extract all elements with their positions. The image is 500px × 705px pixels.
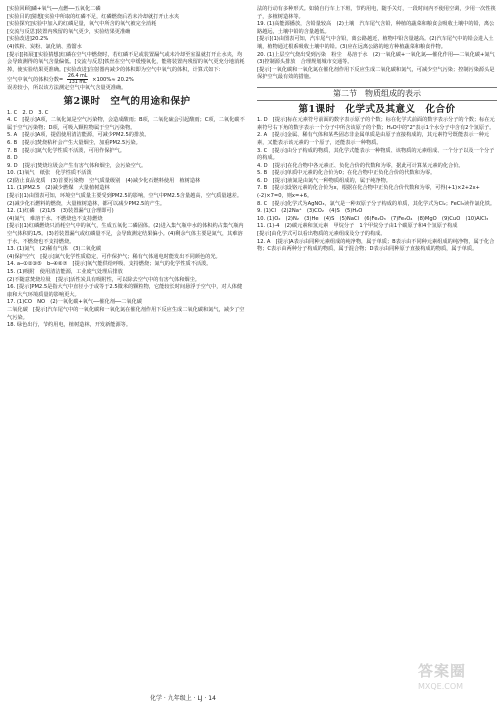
paragraph: 法的行动有多种形式。如骑自行车上下班，节约用电，随手关灯，一段时间内不使用空调，少用一次性筷子，多植树造林等。 <box>257 6 496 20</box>
paragraph: 误差较小，所以该方法测定空气中氧气含量更准确。 <box>7 85 127 92</box>
answer-line: 4. D [提示]在化合物中各元素正、负化合价的代数和为零，据此可计算某元素的化合价。 <box>257 162 464 169</box>
paragraph: (4)铁粉、炭粉、氯化钠、蒸馏水 <box>7 43 82 50</box>
answer-line: 9. D [提示]焚烧垃圾会产生有害气体和烟尘，会污染空气。 <box>7 162 147 169</box>
paragraph: [实验改进]20.2% <box>7 36 49 43</box>
answer-line: 13. (1)氮气 (2)稀有气体 (3)二氧化碳 <box>7 246 102 253</box>
answer-line: 5. B [提示]单质中元素的化合价为0；在化合物中正负化合价的代数和为零。 <box>257 170 436 177</box>
paragraph: [交流与反思]装置内残留的氧气更少，实验结果更准确 <box>7 28 131 35</box>
answer-line: 3. C [提示]由分子构成的物质，其化学式能表示一种物质、该物质的元素组成、一个分子以及一个分子的构成。 <box>257 147 495 162</box>
watermark-text: 答案圈 <box>418 662 467 680</box>
formula-result: 20.2% <box>117 77 134 84</box>
answer-line: 7. B [提示]氮气化学性质不活泼，可用作保护气。 <box>7 147 125 154</box>
answer-line: 5. A [提示]A项，提倡使用清洁能源，可减少PM2.5的排放。 <box>7 132 150 139</box>
answer-line: 1. D [提示]标在元素符号前面的数字表示原子的个数；标在化学式前面的数字表示分子的个数；标在元素符号右下角的数字表示一个分子中所含该原子的个数；H₂O中的"2"表示1个水分子中含有2个氢原子。 <box>257 117 495 131</box>
answer-line: 4. C [提示]A项，二氧化氮是空气污染物，会造成酸雨；B项，二氧化硫会引起酸雨；C项，二氧化碳不属于空气污染物；D项，可吸入颗粒物属于空气污染物。 <box>7 117 245 131</box>
answer-line: 6. B [提示]焚烧秸秆会产生大量烟尘，加重PM2.5污染。 <box>7 139 141 146</box>
right-column <box>257 6 500 254</box>
left-top-block <box>7 6 247 93</box>
answer-line: 15. (1)吸附 使用清洁能源，工业废气处理后排放 <box>7 269 123 275</box>
answer-line: 2. A [提示]金属、稀有气体和某些固态非金属单质是由原子直接构成的，其元素符号既能表示一种元素，又能表示该元素的一个原子，还能表示一种物质。 <box>257 132 490 146</box>
answer-line: 10. (1)氧气 纸张 化学性质不活泼 <box>7 170 92 177</box>
formula-line <box>7 74 247 85</box>
formula-denominator: 131 mL <box>68 80 87 86</box>
answer-line: 10. (1)O₂ (2)N₂ (3)He (4)S (5)NaCl (6)Fe₂O₃ (7)Fe₃O₄ (8)MgO (9)CuO (10)AlCl₃ <box>257 215 489 222</box>
answer-line: 12. A [提示]A表示由同种元素组成的纯净物，属于单质；B表示由不同种元素组成的纯净物，属于化合物；C表示由两种分子构成的物质，属于混合物；D表示由同种原子直接构成的物质，属于单质。 <box>257 238 495 253</box>
answers-list <box>7 110 247 330</box>
paragraph: [实验回顾]磷+氧气──点燃──五氧化二磷 <box>7 6 101 12</box>
answer-line: 9. (1)Cl (2)2Na⁺ (3)CO₂ (4)S (5)H₂O <box>257 208 363 215</box>
answer-line: 17. (1)CO NO (2)一氧化碳+氧气──催化剂──二氧化碳 <box>7 299 142 306</box>
section-title: 第1课时 化学式及其意义 化合价 <box>298 103 456 115</box>
formula-prefix: 空气中氧气的体积分数= <box>7 77 64 84</box>
left-column <box>7 6 247 330</box>
paragraph: 19. (1)高能源播放，含铅量较高 (2)土壤 汽车尾气含铅，种植的蔬菜和粮食会吸收土壤中的铅，离公路越远，土壤中铅的含量越低。 <box>257 21 495 35</box>
answer-line: 6. D [提示]液氮是由氮气一种物质组成的，属于纯净物。 <box>257 177 391 184</box>
paragraph: [实验目的]猜想[实验中所取的红磷不足，红磷燃烧后若未冷却就打开止水夹 <box>7 13 180 20</box>
watermark-logo <box>418 660 494 700</box>
answer-line: (2)不随意焚烧垃圾 [提示]活性炭具有吸附性，可以除去空气中的有害气体和烟尘。 <box>7 276 200 283</box>
answer-line: 7. B [提示]设铬元素的化合价为x，根据在化合物中正负化合价代数和为零，可得(+1)×2+2x+(-2)×7=0，则x=+6。 <box>257 185 480 200</box>
answer-line: 11. (1)PM2.5 (2)减少燃煤 大量植树造林 <box>7 185 110 192</box>
paragraph: 20. (1)上层空气烧出受到污染 粉尘 易溶于水 (2)一氧化碳+一氧化氮──催化作用──二氧化碳+氮气 (3)控制源头排放 合理规划城市交通等。 <box>257 51 500 66</box>
answer-line: 1. C 2. D 3. C <box>7 109 49 116</box>
answer-line: [提示]由化学式可以看出物质的元素组成及分子的构成。 <box>257 231 386 238</box>
answers-list <box>257 117 497 254</box>
paragraph: [提示]一氧化碳和一氧化氮在催化剂作用下反应生成二氧化碳和氮气，可减少空气污染；控制污染源头是保护空气最有效的措施。 <box>257 66 495 81</box>
answer-line: 8. D <box>7 155 18 162</box>
answer-line: (4)氮气 难溶于水、不燃烧也不支持燃烧 <box>7 215 103 222</box>
answer-line: (4)保护空气 [提示]氮气化学性质稳定，可作保护气；稀有气体通电时能发出不同颜色的光。 <box>7 253 221 260</box>
answer-line: (2)防止食品变质 (3)首要污染物 空气质量级别 (4)减少化石燃料使用 植树造林 <box>7 177 201 184</box>
answer-line: 16. [提示]PM2.5是指大气中直径小于或等于2.5微米的颗粒物，它能较长时间悬浮于空气中，对人体健康和大气环境质量的影响更大。 <box>7 284 243 298</box>
answer-line: 14. a─①②③⑤ b─④⑥⑦ [提示]氧气能供给呼吸、支持燃烧；氮气的化学性质不活泼。 <box>7 261 212 268</box>
formula-numerator: 26.4 mL <box>67 74 88 80</box>
right-top-block <box>257 6 500 82</box>
answer-line: 12. (1)红磷 (2)1/5 (3)装置漏气(合理即可) <box>7 208 114 215</box>
section-title: 第2课时 空气的用途和保护 <box>63 95 191 107</box>
chapter-title: 第二节 物质组成的表示 <box>257 87 497 101</box>
formula-suffix: ×100%≈ <box>92 77 116 84</box>
page-footer: 化学 · 九年级上 · LJ · 14 <box>150 695 216 702</box>
paragraph: [提示][拓展][实验猜想]红磷在空气中燃烧时，若红磷不足或装置漏气或未冷却至室温就打开止水夹，均会导致测得的氧气含量偏低。[交流与反思]铁丝在空气中缓慢氧化，能将装置内残留的氧气更充分地消耗掉，使实验结果更准确。[实验改进]注射器内减少的体积即为空气中氧气的体积，计算式如下： <box>7 51 245 73</box>
answer-line: 二氧化碳 [提示]汽车尾气中的一氧化碳和一氧化氮在催化剂作用下反应生成二氧化碳和氮气，减少了空气污染。 <box>7 306 245 321</box>
answer-line: 8. C [提示]化学式为AgNO₃，氯气是一种双原子分子构成的单质，其化学式为Cl₂；FeCl₃读作氯化铁。 <box>257 200 496 207</box>
formula-fraction <box>67 74 89 85</box>
paragraph: [提示](1)由图表可知，汽车尾气中含铅，离公路越近，植物中铅含量越高。(2)汽车尾气中的铅会进入土壤，植物通过根系吸收土壤中的铅。(3)应在远离公路的地方种植蔬菜和粮食作物。 <box>257 36 494 50</box>
watermark-url: MXQE.COM <box>418 682 464 691</box>
answer-line: 11. (1)-4 (2)碳元素和氢元素 甲烷分子 1个甲烷分子由1个碳原子和4个氢原子构成 <box>257 223 458 230</box>
answer-line: [提示](1)红磷燃烧只消耗空气中的氧气，生成五氧化二磷固体。(2)进入集气瓶中水的体积约占集气瓶内空气体积的1/5。(3)若装置漏气或红磷量不足，会导致测定结果偏小。(4)剩余气体主要是氮气，其难溶于水，不燃烧也不支持燃烧。 <box>7 223 244 245</box>
answer-line: 18. 绿色出行，节约用电，植树造林，开发新能源等。 <box>7 322 132 329</box>
paragraph: [实验探究]实验中加入的红磷足量，氧气中所含的氧气被完全消耗 <box>7 21 157 28</box>
answer-line: [提示](1)由图表可知，环境空气质量主要受到PM2.5的影响，空气中PM2.5含量越高，空气质量越差。(2)减少化石燃料的燃烧，大量植树造林，都可以减少PM2.5的产生。 <box>7 193 243 207</box>
